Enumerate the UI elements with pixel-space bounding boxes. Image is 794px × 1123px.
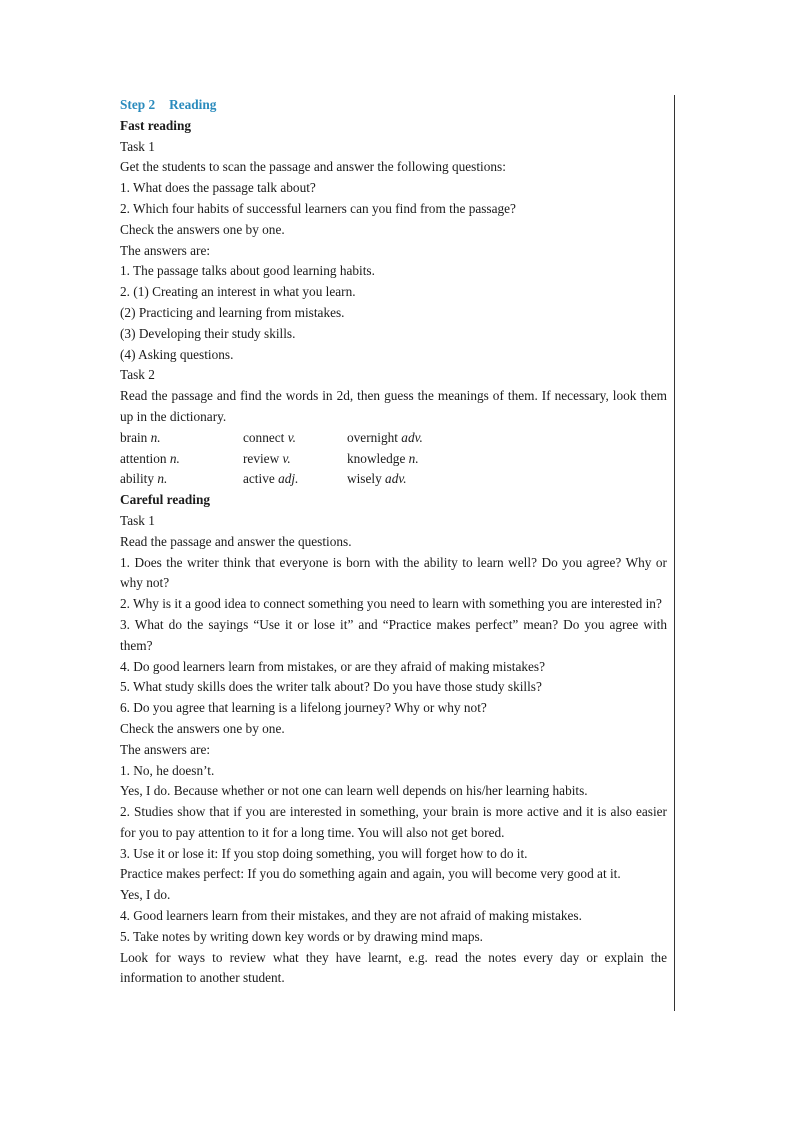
careful-task1-answer: 4. Good learners learn from their mistakes, and they are not afraid of making mistakes. bbox=[120, 908, 582, 924]
vocab-item: knowledge n. bbox=[347, 450, 419, 466]
careful-task1-answer: 3. Use it or lose it: If you stop doing something, you will forget how to do it. bbox=[120, 845, 528, 861]
vocab-item: wisely adv. bbox=[347, 471, 407, 487]
fast-task2-instruction: Read the passage and find the words in 2d, then guess the meanings of them. If necessary, look them up in the dictionary. bbox=[120, 388, 667, 424]
step-heading bbox=[120, 95, 667, 116]
fast-task1-answer: 1. The passage talks about good learning habits. bbox=[120, 263, 375, 279]
fast-reading-heading: Fast reading bbox=[120, 117, 192, 133]
careful-task1-answer: Yes, I do. bbox=[120, 887, 171, 903]
fast-task1-answer: 2. (1) Creating an interest in what you learn. bbox=[120, 284, 356, 300]
vocab-item: review v. bbox=[243, 450, 291, 466]
careful-task1-check: Check the answers one by one. bbox=[120, 720, 285, 736]
careful-task1-answer: Yes, I do. Because whether or not one can learn well depends on his/her learning habits. bbox=[120, 783, 588, 799]
vocab-item: ability n. bbox=[120, 471, 168, 487]
careful-task1-answer: 1. No, he doesn’t. bbox=[120, 762, 215, 778]
vocab-item: brain n. bbox=[120, 429, 161, 445]
careful-task1-answer: Practice makes perfect: If you do something again and again, you will become very good at it. bbox=[120, 866, 621, 882]
careful-task1-answer: 2. Studies show that if you are interested in something, your brain is more active and it is also easier for you to pay attention to it for a long time. You will also not get bored. bbox=[120, 804, 667, 840]
careful-task1-question: 3. What do the sayings “Use it or lose it” and “Practice makes perfect” mean? Do you agree with them? bbox=[120, 616, 667, 653]
vocab-item: active adj. bbox=[243, 471, 299, 487]
fast-task1-instruction: Get the students to scan the passage and answer the following questions: bbox=[120, 159, 506, 175]
careful-task1-question: 1. Does the writer think that everyone is born with the ability to learn well? Do you agree? Why or why not? bbox=[120, 554, 667, 591]
fast-task1-answer: (2) Practicing and learning from mistakes. bbox=[120, 304, 345, 320]
right-border-line bbox=[674, 95, 675, 1011]
careful-task1-question: 2. Why is it a good idea to connect something you need to learn with something you are interested in? bbox=[120, 596, 662, 612]
careful-task1-label: Task 1 bbox=[120, 512, 155, 528]
fast-task1-answer: (4) Asking questions. bbox=[120, 346, 234, 362]
fast-task1-question: 2. Which four habits of successful learners can you find from the passage? bbox=[120, 200, 516, 216]
careful-reading-heading: Careful reading bbox=[120, 492, 211, 508]
document-body bbox=[120, 95, 667, 989]
vocab-item: attention n. bbox=[120, 450, 180, 466]
careful-task1-question: 6. Do you agree that learning is a lifelong journey? Why or why not? bbox=[120, 700, 487, 716]
fast-task1-label: Task 1 bbox=[120, 138, 155, 154]
fast-task1-question: 1. What does the passage talk about? bbox=[120, 180, 316, 196]
vocab-table bbox=[120, 428, 667, 490]
step-title: Reading bbox=[169, 97, 217, 112]
fast-task1-check: Check the answers one by one. bbox=[120, 221, 285, 237]
careful-task1-answer: 5. Take notes by writing down key words or by drawing mind maps. bbox=[120, 928, 483, 944]
fast-task1-answer: (3) Developing their study skills. bbox=[120, 325, 296, 341]
careful-task1-question: 4. Do good learners learn from mistakes, or are they afraid of making mistakes? bbox=[120, 658, 545, 674]
careful-task1-answers-intro: The answers are: bbox=[120, 741, 211, 757]
fast-task1-answers-intro: The answers are: bbox=[120, 242, 211, 258]
careful-task1-answer: Look for ways to review what they have learnt, e.g. read the notes every day or explain the information to another student. bbox=[120, 949, 667, 986]
careful-task1-instruction: Read the passage and answer the questions. bbox=[120, 533, 352, 549]
vocab-item: connect v. bbox=[243, 429, 296, 445]
step-number: Step 2 bbox=[120, 97, 156, 112]
vocab-item: overnight adv. bbox=[347, 429, 423, 445]
careful-task1-question: 5. What study skills does the writer talk about? Do you have those study skills? bbox=[120, 679, 542, 695]
fast-task2-label: Task 2 bbox=[120, 367, 155, 383]
